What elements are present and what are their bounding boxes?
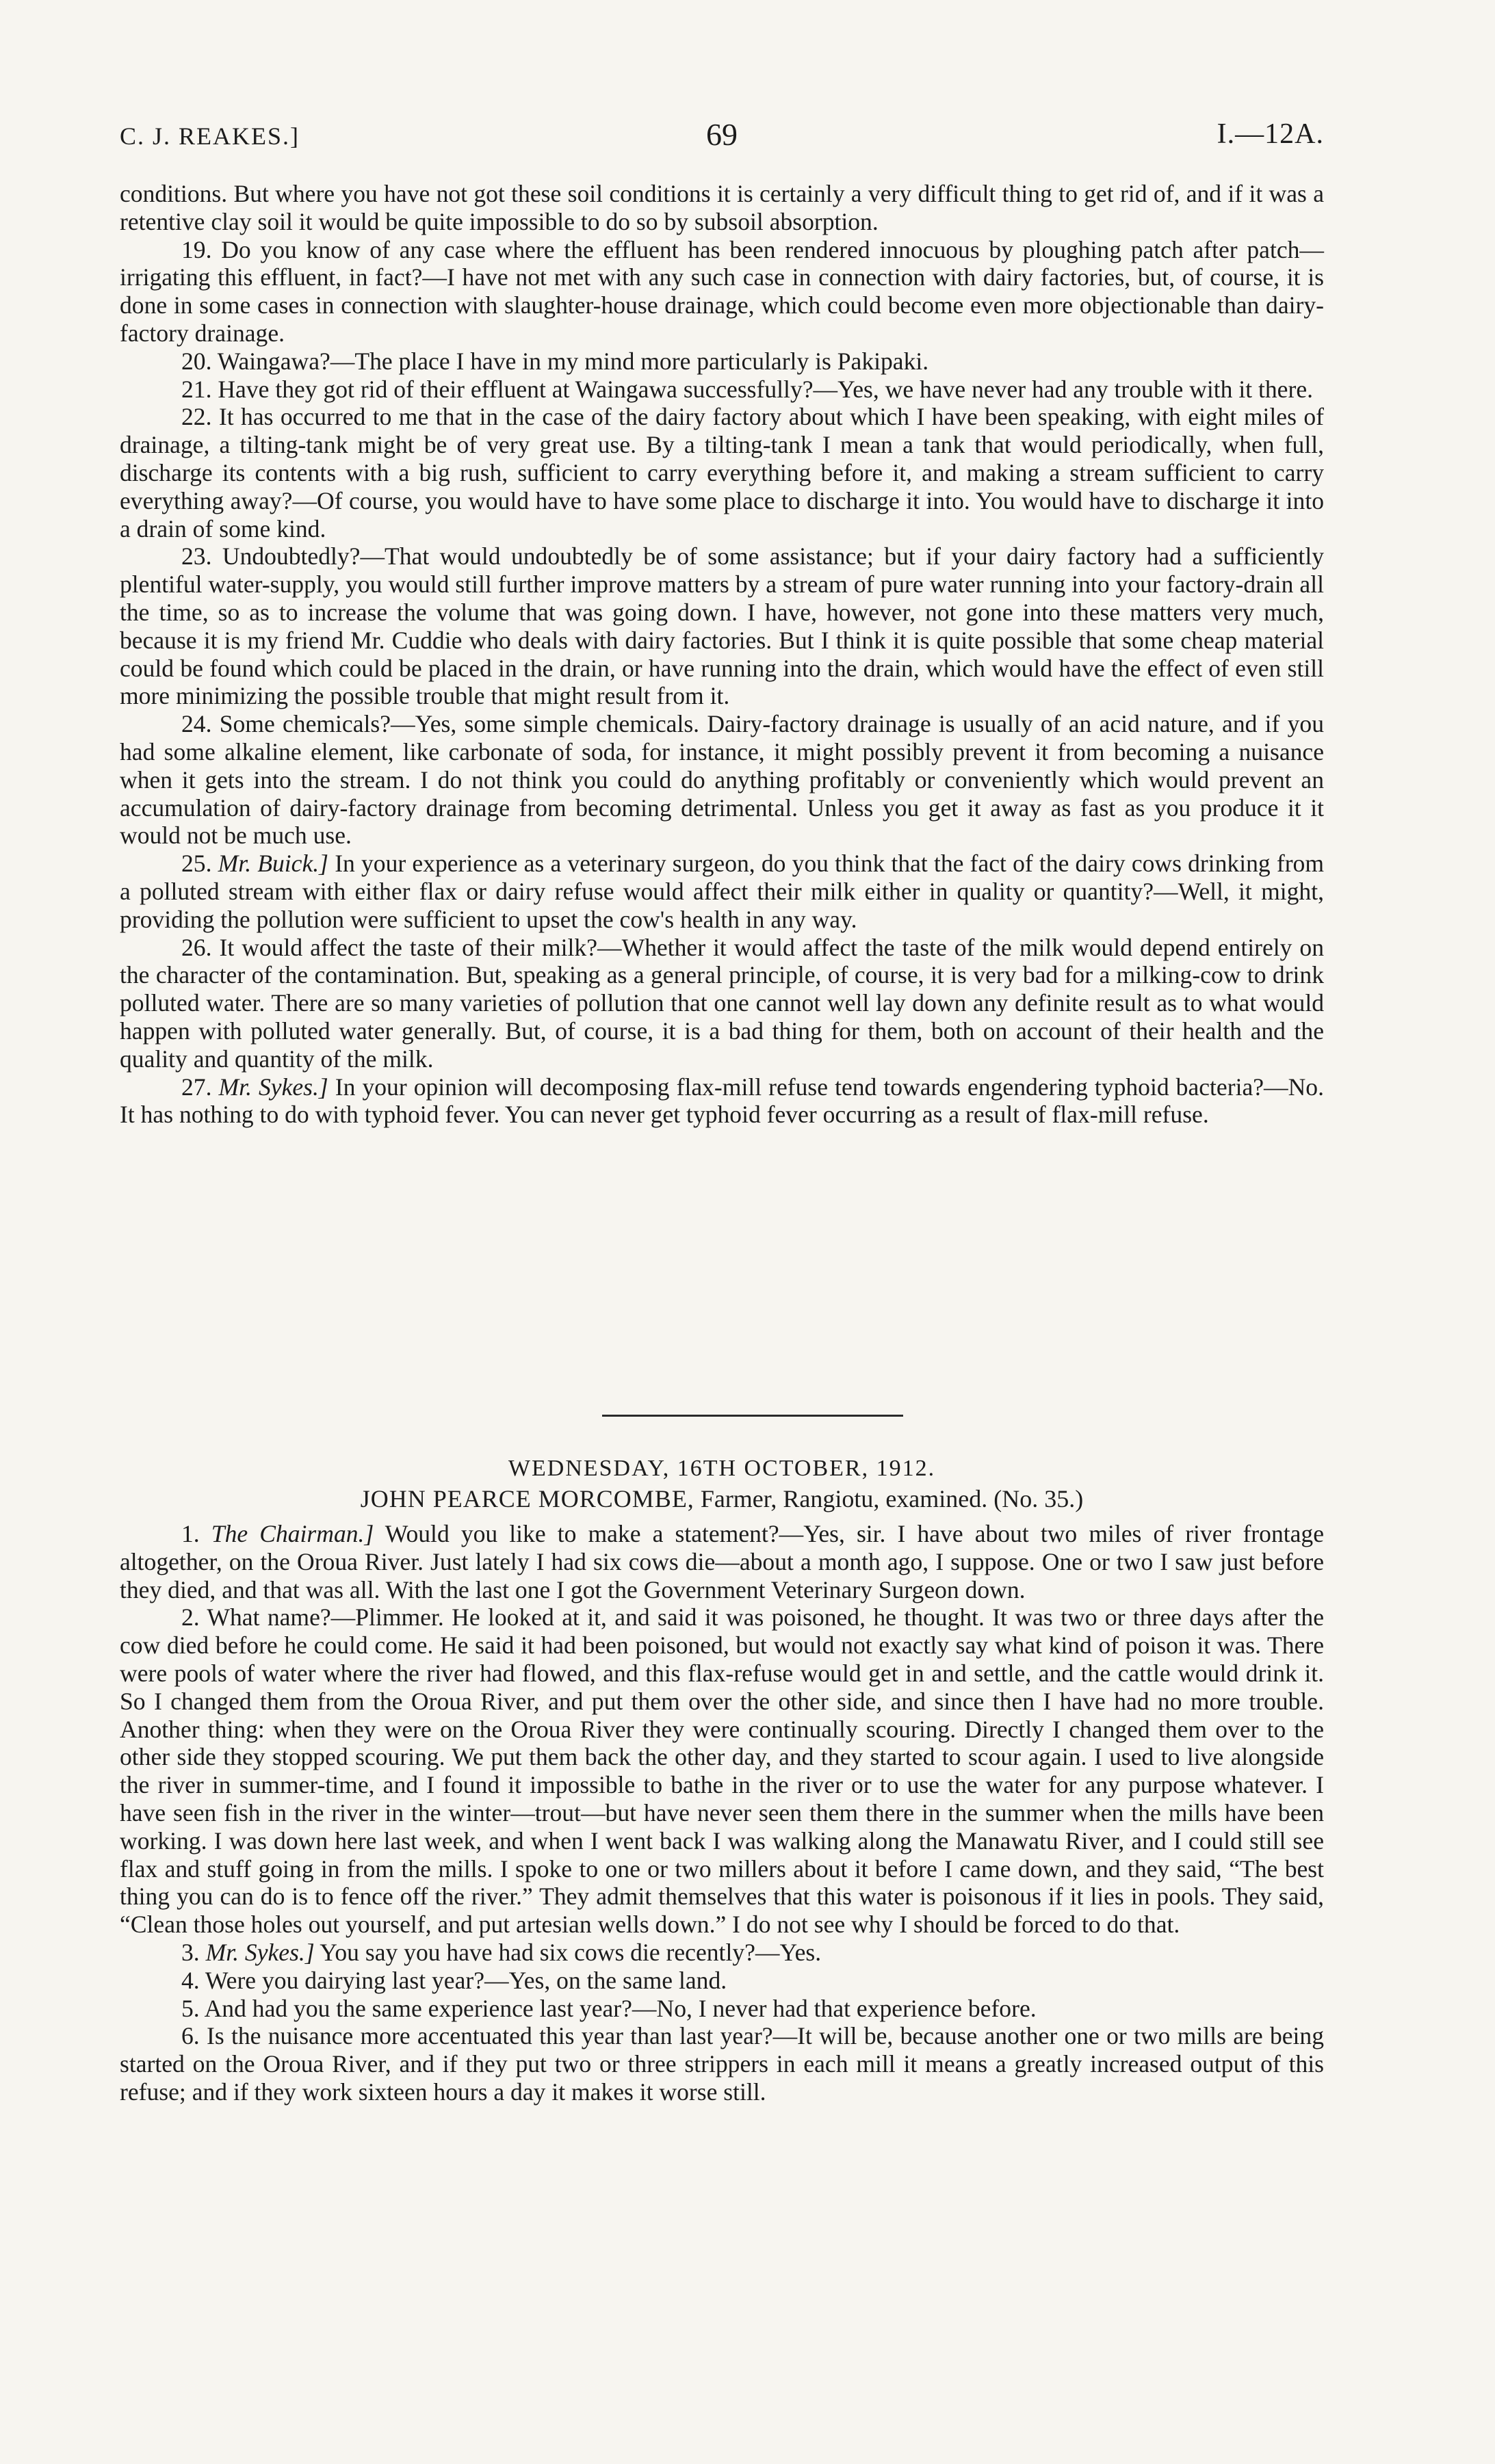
- page-number: 69: [706, 117, 738, 152]
- paragraph-text: In your experience as a veterinary surgeon, do you think that the fact of the dairy cows drinking from a polluted stream with either flax or dairy refuse would affect their milk either in quality or quantity?—Well, it might, providing the pollution were sufficient to upset the cow's health in any way.: [120, 850, 1325, 933]
- paragraph: conditions. But where you have not got these soil conditions it is certainly a very difficult thing to get rid of, and if it was a retentive clay soil it would be quite impossible to do so by subsoil absorption.: [120, 180, 1324, 235]
- paper-reference: I.—12A.: [1217, 118, 1324, 150]
- paragraph: 22. It has occurred to me that in the case of the dairy factory about which I have been speaking, with eight miles of drainage, a tilting-tank might be of very great use. By a tilting-tank I mean a tank that would periodically, when full, discharge its contents with a big rush, sufficient to carry everything before it, and making a stream sufficient to carry everything away?—Of course, you would have to have some place to discharge it into. You would have to discharge it into a drain of some kind.: [120, 403, 1324, 542]
- paragraph: 26. It would affect the taste of their milk?—Whether it would affect the taste of the milk would depend entirely on the character of the contamination. But, speaking as a general principle, of course, it is very bad for a milking-cow to drink polluted water. There are so many varieties of pollution that one cannot well lay down any definite result as to what would happen with polluted water generally. But, of course, it is a bad thing for them, both on account of their health and the quality and quantity of the milk.: [120, 933, 1324, 1073]
- paragraph-text: Would you like to make a statement?—Yes, sir. I have about two miles of river frontage altogether, on the Oroua River. Just lately I had six cows die—about a month ago, I suppose. One or two I saw just before they died, and that was all. With the last one I got the Government Veterinary Surgeon down.: [120, 1520, 1324, 1603]
- paragraph: 23. Undoubtedly?—That would undoubtedly be of some assistance; but if your dairy factory had a sufficiently plentiful water-supply, you would still further improve matters by a stream of pure water running into your factory-drain all the time, so as to increase the volume that was going down. I have, however, not gone into these matters very much, because it is my friend Mr. Cuddie who deals with dairy factories. But I think it is quite possible that some cheap material could be found which could be placed in the drain, or have running into the drain, which would have the effect of even still more minimizing the possible trouble that might result from it.: [120, 542, 1324, 710]
- evidence-section-2: [120, 1520, 1324, 2106]
- witness-heading: [120, 1484, 1324, 1513]
- speaker: Mr. Buick.]: [218, 850, 329, 878]
- paragraph: [120, 850, 1324, 933]
- paragraph: 6. Is the nuisance more accentuated this year than last year?—It will be, because another one or two mills are being started on the Oroua River, and if they put two or three strippers in each mill it means a greatly increased output of this refuse; and if they work sixteen hours a day it makes it worse still.: [120, 2022, 1324, 2106]
- hearing-date: WEDNESDAY, 16TH OCTOBER, 1912.: [508, 1456, 936, 1481]
- question-number: 27.: [181, 1073, 212, 1101]
- paragraph: 24. Some chemicals?—Yes, some simple chemicals. Dairy-factory drainage is usually of an acid nature, and if you had some alkaline element, like carbonate of soda, for instance, it might possibly prevent it from becoming a nuisance when it gets into the stream. I do not think you could do anything profitably or conveniently which would prevent an accumulation of dairy-factory drainage from becoming detrimental. Unless you get it away as fast as you produce it it would not be much use.: [120, 710, 1324, 850]
- speaker: Mr. Sykes.]: [218, 1073, 328, 1101]
- section-divider: [602, 1415, 903, 1417]
- paragraph: 2. What name?—Plimmer. He looked at it, and said it was poisoned, he thought. It was two or three days after the cow died before he could come. He said it had been poisoned, but would not exactly say what kind of poison it was. There were pools of water where the river had flowed, and this flax-refuse would get in and settle, and the cattle would drink it. So I changed them from the Oroua River, and put them over the other side, and since then I have had no more trouble. Another thing: when they were on the Oroua River they were continually scouring. Directly I changed them over to the other side they stopped scouring. We put them back the other day, and they started to scour again. I used to live alongside the river in summer-time, and I found it impossible to bathe in the river or to use the water for any purpose whatever. I have seen fish in the river in the winter—trout—but have never seen them there in the summer when the mills have been working. I was down here last week, and when I went back I was walking along the Manawatu River, and I could still see flax and stuff going in from the mills. I spoke to one or two millers about it before I came down, and they said, “The best thing you can do is to fence off the river.” They admit themselves that this water is poisonous if it lies in pools. They said, “Clean those holes out yourself, and put artesian wells down.” I do not see why I should be forced to do that.: [120, 1603, 1324, 1939]
- question-number: 25.: [181, 850, 212, 878]
- speaker: Mr. Sykes.]: [205, 1938, 315, 1966]
- paragraph: 19. Do you know of any case where the effluent has been rendered innocuous by ploughing patch after patch—irrigating this effluent, in fact?—I have not met with any such case in connection with dairy factories, but, of course, it is done in some cases in connection with slaughter-house drainage, which could become even more objectionable than dairy-factory drainage.: [120, 235, 1324, 347]
- witness-name: JOHN PEARCE MORCOMBE,: [360, 1485, 694, 1512]
- question-number: 3.: [181, 1938, 200, 1966]
- speaker: The Chairman.]: [211, 1520, 374, 1547]
- paragraph: 21. Have they got rid of their effluent at Waingawa successfully?—Yes, we have never had any trouble with it there.: [181, 375, 1313, 403]
- paragraph: 20. Waingawa?—The place I have in my mind more particularly is Pakipaki.: [181, 347, 929, 375]
- paragraph: [120, 1939, 1324, 1967]
- question-number: 1.: [181, 1520, 200, 1547]
- paragraph: 4. Were you dairying last year?—Yes, on the same land.: [181, 1966, 727, 1994]
- paragraph: [120, 1073, 1324, 1129]
- witness-description: Farmer, Rangiotu, examined. (No. 35.): [700, 1485, 1084, 1512]
- evidence-section-1: [120, 180, 1324, 1129]
- header-witness: C. J. REAKES.]: [120, 122, 300, 150]
- page-header: [120, 116, 1324, 157]
- paragraph: [120, 1520, 1324, 1603]
- paragraph-text: In your opinion will decomposing flax-mill refuse tend towards engendering typhoid bacteria?—No. It has nothing to do with typhoid fever. You can never get typhoid fever occurring as a result of flax-mill refuse.: [120, 1073, 1324, 1129]
- paragraph-text: You say you have had six cows die recently?—Yes.: [320, 1938, 822, 1966]
- paragraph: 5. And had you the same experience last year?—No, I never had that experience before.: [181, 1994, 1037, 2022]
